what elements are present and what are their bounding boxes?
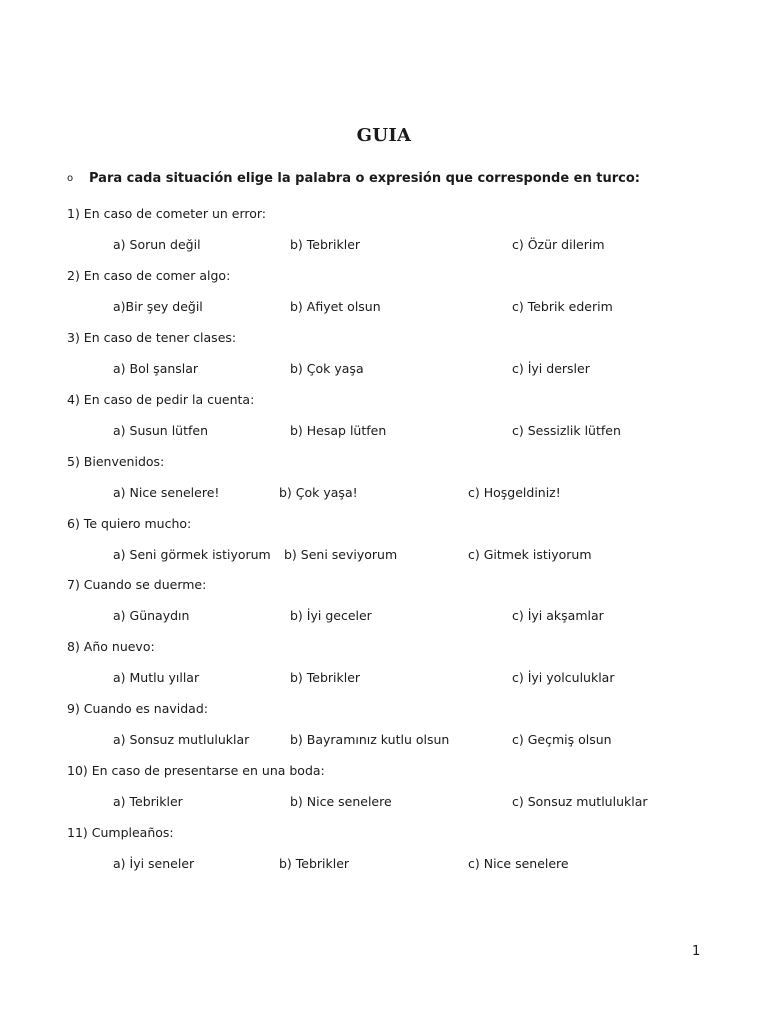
question-5-prompt: 5) Bienvenidos: xyxy=(67,454,165,469)
question-4-prompt: 4) En caso de pedir la cuenta: xyxy=(67,392,255,407)
question-11-option-b: b) Tebrikler xyxy=(279,856,350,871)
question-6-option-a: a) Seni görmek istiyorum xyxy=(113,547,271,562)
question-10-prompt: 10) En caso de presentarse en una boda: xyxy=(67,763,325,778)
question-1-option-c: c) Özür dilerim xyxy=(512,237,605,252)
question-6-option-b: b) Seni seviyorum xyxy=(284,547,398,562)
question-4-option-b: b) Hesap lütfen xyxy=(290,423,387,438)
question-2-option-b: b) Afiyet olsun xyxy=(290,299,381,314)
question-7-option-a: a) Günaydın xyxy=(113,608,190,623)
question-9-prompt: 9) Cuando es navidad: xyxy=(67,701,208,716)
question-9-option-c: c) Geçmiş olsun xyxy=(512,732,612,747)
question-5-option-c: c) Hoşgeldiniz! xyxy=(468,485,561,500)
question-2-option-a: a)Bir şey değil xyxy=(113,299,203,314)
instruction-text: Para cada situación elige la palabra o expresión que corresponde en turco: xyxy=(89,171,640,186)
question-1-option-a: a) Sorun değil xyxy=(113,237,201,252)
question-5-option-b: b) Çok yaşa! xyxy=(279,485,358,500)
question-3-option-c: c) İyi dersler xyxy=(512,361,590,376)
question-11-prompt: 11) Cumpleaños: xyxy=(67,825,174,840)
page-number: 1 xyxy=(692,944,701,959)
question-10-option-a: a) Tebrikler xyxy=(113,794,183,809)
question-1-prompt: 1) En caso de cometer un error: xyxy=(67,206,267,221)
bullet-marker: o xyxy=(67,173,74,184)
question-7-option-b: b) İyi geceler xyxy=(290,608,372,623)
question-9-option-a: a) Sonsuz mutluluklar xyxy=(113,732,250,747)
question-3-option-a: a) Bol şanslar xyxy=(113,361,199,376)
instruction xyxy=(67,171,640,186)
question-8-option-c: c) İyi yolculuklar xyxy=(512,670,615,685)
question-6-prompt: 6) Te quiero mucho: xyxy=(67,516,192,531)
question-10-option-b: b) Nice senelere xyxy=(290,794,392,809)
question-11-option-c: c) Nice senelere xyxy=(468,856,569,871)
question-3-prompt: 3) En caso de tener clases: xyxy=(67,330,237,345)
question-10-option-c: c) Sonsuz mutluluklar xyxy=(512,794,648,809)
page-title: GUIA xyxy=(356,125,412,146)
question-11-option-a: a) İyi seneler xyxy=(113,856,195,871)
question-8-option-a: a) Mutlu yıllar xyxy=(113,670,200,685)
question-5-option-a: a) Nice senelere! xyxy=(113,485,220,500)
question-8-option-b: b) Tebrikler xyxy=(290,670,361,685)
question-8-prompt: 8) Año nuevo: xyxy=(67,639,155,654)
question-2-option-c: c) Tebrik ederim xyxy=(512,299,613,314)
question-9-option-b: b) Bayramınız kutlu olsun xyxy=(290,732,450,747)
question-4-option-a: a) Susun lütfen xyxy=(113,423,209,438)
question-1-option-b: b) Tebrikler xyxy=(290,237,361,252)
question-3-option-b: b) Çok yaşa xyxy=(290,361,364,376)
question-6-option-c: c) Gitmek istiyorum xyxy=(468,547,592,562)
question-7-prompt: 7) Cuando se duerme: xyxy=(67,577,207,592)
question-4-option-c: c) Sessizlik lütfen xyxy=(512,423,621,438)
question-7-option-c: c) İyi akşamlar xyxy=(512,608,604,623)
question-2-prompt: 2) En caso de comer algo: xyxy=(67,268,231,283)
